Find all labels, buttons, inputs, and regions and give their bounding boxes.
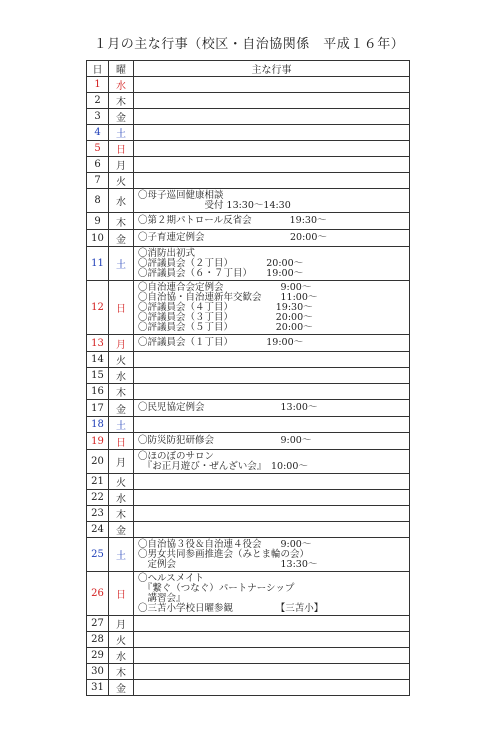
- events-cell: [134, 93, 410, 109]
- event-line: 〇評議員会（１丁目） 19:00～: [138, 337, 304, 348]
- event-line: 〇母子巡回健康相談: [138, 189, 224, 201]
- table-row: [87, 490, 410, 506]
- table-row: [87, 368, 410, 384]
- day-number: 30: [87, 664, 109, 680]
- table-row: [87, 281, 410, 335]
- event-line: 〇自治連合会定例会 9:00～: [138, 281, 312, 293]
- table-row: [87, 335, 410, 352]
- day-number: 26: [87, 572, 109, 616]
- events-cell: [134, 157, 410, 173]
- day-of-week: 火: [109, 173, 134, 189]
- table-row: [87, 230, 410, 247]
- day-number: 12: [87, 281, 109, 335]
- day-number: 2: [87, 93, 109, 109]
- table-row: [87, 450, 410, 474]
- page-title: １月の主な行事（校区・自治協関係 平成１６年）: [93, 37, 405, 52]
- events-table: [86, 60, 410, 696]
- day-number: 10: [87, 230, 109, 247]
- day-of-week: 金: [109, 680, 134, 696]
- event-line: 〇民児協定例会 13:00～: [138, 402, 318, 413]
- day-number: 11: [87, 247, 109, 281]
- day-of-week: 木: [109, 213, 134, 230]
- day-of-week: 土: [109, 417, 134, 433]
- events-cell: [134, 247, 410, 281]
- events-cell: [134, 109, 410, 125]
- table-row: [87, 125, 410, 141]
- table-row: [87, 109, 410, 125]
- day-of-week: 水: [109, 368, 134, 384]
- header-day: 日: [87, 61, 109, 77]
- events-cell: [134, 125, 410, 141]
- events-cell: [134, 213, 410, 230]
- event-line: 〇自治協３役＆自治連４役会 9:00～: [138, 538, 312, 550]
- events-cell: [134, 281, 410, 335]
- day-number: 8: [87, 189, 109, 213]
- event-line: 〇評議員会（４丁目） 19:30～: [138, 301, 313, 313]
- table-header-row: [87, 61, 410, 77]
- day-of-week: 金: [109, 230, 134, 247]
- events-cell: [134, 173, 410, 189]
- events-cell: [134, 474, 410, 490]
- events-cell: [134, 506, 410, 522]
- table-row: [87, 141, 410, 157]
- day-of-week: 土: [109, 538, 134, 572]
- events-cell: [134, 433, 410, 450]
- event-line: 講習会』: [138, 592, 186, 604]
- events-cell: [134, 384, 410, 400]
- table-row: [87, 632, 410, 648]
- day-number: 15: [87, 368, 109, 384]
- event-line: 『繋ぐ（つなぐ）パートナーシップ: [138, 582, 295, 594]
- event-line: 〇子育連定例会 20:00～: [138, 232, 327, 243]
- header-dow: 曜: [109, 61, 134, 77]
- events-cell: [134, 538, 410, 572]
- day-of-week: 水: [109, 648, 134, 664]
- table-row: [87, 213, 410, 230]
- day-of-week: 金: [109, 109, 134, 125]
- table-row: [87, 189, 410, 213]
- header-events: 主な行事: [134, 61, 410, 77]
- table-row: [87, 93, 410, 109]
- event-line: 『お正月遊び・ぜんざい会』 10:00～: [138, 460, 308, 472]
- events-cell: [134, 632, 410, 648]
- day-number: 17: [87, 400, 109, 417]
- event-line: 〇三苫小学校日曜参観 【三苫小】: [138, 602, 324, 614]
- event-line: 〇消防出初式: [138, 247, 196, 259]
- table-row: [87, 538, 410, 572]
- event-line: 〇評議員会（５丁目） 20:00～: [138, 321, 313, 333]
- event-line: 定例会 13:30～: [138, 558, 318, 570]
- table-row: [87, 352, 410, 368]
- events-cell: [134, 352, 410, 368]
- events-cell: [134, 664, 410, 680]
- day-number: 14: [87, 352, 109, 368]
- day-number: 19: [87, 433, 109, 450]
- events-cell: [134, 230, 410, 247]
- event-line: 〇評議員会（６・７丁目） 19:00～: [138, 267, 304, 279]
- day-number: 27: [87, 616, 109, 632]
- events-cell: [134, 522, 410, 538]
- table-row: [87, 433, 410, 450]
- event-line: 〇防災防犯研修会 9:00～: [138, 435, 312, 446]
- event-line: 〇ほのぼのサロン: [138, 450, 215, 462]
- day-number: 22: [87, 490, 109, 506]
- day-number: 24: [87, 522, 109, 538]
- day-number: 4: [87, 125, 109, 141]
- day-of-week: 水: [109, 77, 134, 93]
- table-row: [87, 680, 410, 696]
- day-of-week: 木: [109, 384, 134, 400]
- events-cell: [134, 77, 410, 93]
- event-line: 〇ヘルスメイト: [138, 572, 205, 584]
- day-of-week: 木: [109, 664, 134, 680]
- event-line: 〇評議員会（２丁目） 20:00～: [138, 257, 304, 269]
- day-of-week: 火: [109, 474, 134, 490]
- day-of-week: 水: [109, 490, 134, 506]
- event-line: 受付 13:30～14:30: [138, 199, 291, 211]
- day-number: 18: [87, 417, 109, 433]
- day-number: 16: [87, 384, 109, 400]
- day-number: 5: [87, 141, 109, 157]
- table-row: [87, 384, 410, 400]
- table-row: [87, 572, 410, 616]
- events-cell: [134, 368, 410, 384]
- day-of-week: 金: [109, 400, 134, 417]
- table-row: [87, 77, 410, 93]
- event-line: 〇第２期パトロール反省会 19:30～: [138, 215, 327, 226]
- table-row: [87, 157, 410, 173]
- day-of-week: 日: [109, 433, 134, 450]
- events-cell: [134, 490, 410, 506]
- events-cell: [134, 141, 410, 157]
- day-of-week: 土: [109, 125, 134, 141]
- day-number: 3: [87, 109, 109, 125]
- day-number: 20: [87, 450, 109, 474]
- day-of-week: 月: [109, 450, 134, 474]
- table-row: [87, 664, 410, 680]
- table-row: [87, 474, 410, 490]
- table-row: [87, 247, 410, 281]
- table-row: [87, 417, 410, 433]
- day-number: 31: [87, 680, 109, 696]
- events-cell: [134, 189, 410, 213]
- day-number: 9: [87, 213, 109, 230]
- day-of-week: 日: [109, 572, 134, 616]
- day-number: 23: [87, 506, 109, 522]
- table-row: [87, 522, 410, 538]
- day-of-week: 日: [109, 141, 134, 157]
- table-row: [87, 616, 410, 632]
- day-of-week: 月: [109, 157, 134, 173]
- table-row: [87, 173, 410, 189]
- events-cell: [134, 450, 410, 474]
- table-row: [87, 506, 410, 522]
- events-cell: [134, 648, 410, 664]
- events-cell: [134, 400, 410, 417]
- day-number: 21: [87, 474, 109, 490]
- day-number: 6: [87, 157, 109, 173]
- day-of-week: 木: [109, 506, 134, 522]
- events-cell: [134, 417, 410, 433]
- day-number: 13: [87, 335, 109, 352]
- day-number: 28: [87, 632, 109, 648]
- day-number: 7: [87, 173, 109, 189]
- day-of-week: 火: [109, 352, 134, 368]
- day-of-week: 水: [109, 189, 134, 213]
- day-of-week: 土: [109, 247, 134, 281]
- event-line: 〇男女共同参画推進会（みとま輪の会）: [138, 548, 310, 560]
- events-cell: [134, 616, 410, 632]
- events-table-body: [87, 77, 410, 696]
- day-of-week: 月: [109, 335, 134, 352]
- day-of-week: 火: [109, 632, 134, 648]
- events-cell: [134, 335, 410, 352]
- day-number: 1: [87, 77, 109, 93]
- table-row: [87, 648, 410, 664]
- day-of-week: 月: [109, 616, 134, 632]
- day-of-week: 金: [109, 522, 134, 538]
- event-line: 〇評議員会（３丁目） 20:00～: [138, 311, 313, 323]
- table-row: [87, 400, 410, 417]
- event-line: 〇自治協・自治連新年交歓会 11:00～: [138, 291, 318, 303]
- day-of-week: 木: [109, 93, 134, 109]
- day-of-week: 日: [109, 281, 134, 335]
- day-number: 25: [87, 538, 109, 572]
- events-cell: [134, 572, 410, 616]
- day-number: 29: [87, 648, 109, 664]
- events-cell: [134, 680, 410, 696]
